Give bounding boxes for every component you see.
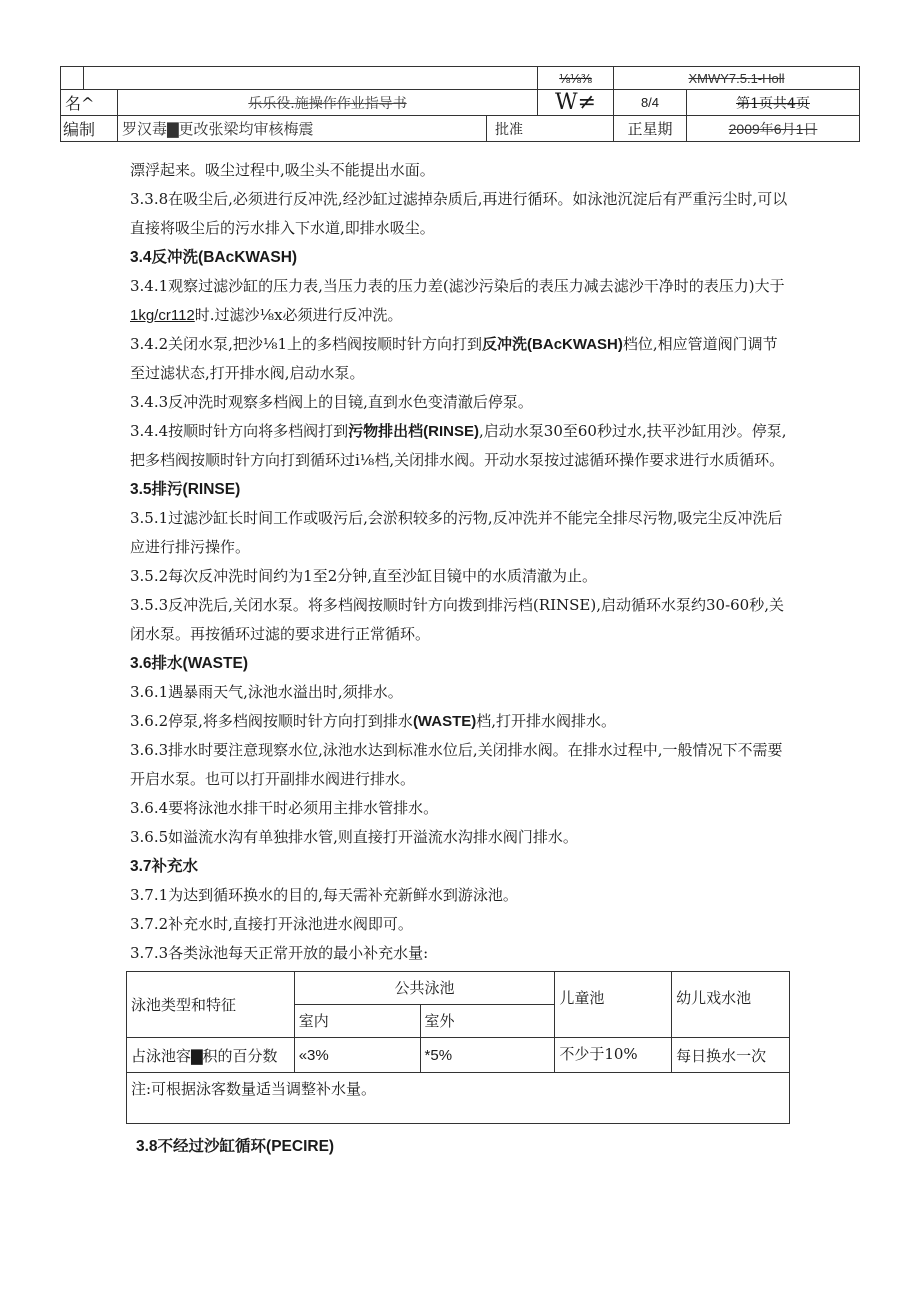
paragraph-3-6-1: 3.6.1遇暴雨天气,泳池水溢出时,须排水。 (130, 683, 403, 701)
water-supplement-table (126, 971, 790, 1124)
paragraph-3-6-5: 3.6.5如溢流水沟有单独排水管,则直接打开溢流水沟排水阀门排水。 (130, 828, 578, 846)
table-header-toddler: 幼儿戏水池 (672, 972, 790, 1038)
header-compile-label: 编制 (60, 115, 118, 142)
paragraph: 漂浮起来。吸尘过程中,吸尘头不能提出水面。 (130, 161, 435, 179)
header-date: 2009年6月1日 (686, 115, 860, 142)
table-header-public: 公共泳池 (294, 972, 555, 1005)
table-row (127, 1038, 790, 1073)
paragraph-3-6-4: 3.6.4要将泳池水排干时必须用主排水管排水。 (130, 799, 439, 817)
header-doc-title: 乐乐役.施操作作业指导书 (117, 89, 538, 116)
header-page-info: 第1页共4页 (686, 89, 860, 116)
document-body (130, 156, 792, 968)
table-cell-child: 不少于10% (555, 1038, 672, 1073)
paragraph-3-4-1: 3.4.1观察过滤沙缸的压力表,当压力表的压力差(滤沙污染后的表压力减去滤沙干净时的表压力)大于1kg/cr112时.过滤沙⅛x必须进行反冲洗。 (130, 277, 785, 324)
paragraph-3-7-2: 3.7.2补充水时,直接打开泳池进水阀即可。 (130, 915, 413, 933)
paragraph-3-7-3: 3.7.3各类泳池每天正常开放的最小补充水量: (130, 944, 429, 962)
table-note: 注:可根据泳客数量适当调整补水量。 (127, 1073, 790, 1124)
paragraph-3-5-2: 3.5.2每次反冲洗时间约为1至2分钟,直至沙缸目镜中的水质清澈为止。 (130, 567, 598, 585)
header-name-label: 名^ (60, 89, 118, 116)
table-header-outdoor: 室外 (420, 1005, 555, 1038)
header-version-num: 8/4 (613, 89, 687, 116)
header-doc-code: XMWY7.5.1-Holl (613, 66, 860, 90)
paragraph-3-5-1: 3.5.1过滤沙缸长时间工作或吸污后,会淤积较多的污物,反冲洗并不能完全排尽污物,吸完尘反冲洗后应进行排污操作。 (130, 509, 783, 556)
table-row (127, 1073, 790, 1124)
header-effective-label: 正星期 (613, 115, 687, 142)
section-heading-3-8: 3.8不经过沙缸循环(PECIRE) (136, 1138, 335, 1155)
paragraph-3-4-2: 3.4.2关闭水泵,把沙⅛1上的多档阀按顺时针方向打到反冲洗(BAcKWASH)档位,相应管道阀门调节至过滤状态,打开排水阀,启动水泵。 (130, 335, 778, 382)
paragraph-3-4-4: 3.4.4按顺时针方向将多档阀打到污物排出档(RINSE),启动水泵30至60秒过水,扶平沙缸用沙。停泵,把多档阀按顺时针方向打到循环过i⅛档,关闭排水阀。开动水泵按过滤循环操作要求进行水质循环。 (130, 422, 787, 469)
header-version-mark: W≠ (537, 89, 614, 116)
header-code-small: ⅛⅛⅜ (537, 66, 614, 90)
header-approve-label: 批准 (486, 115, 614, 142)
header-corner-cell (60, 66, 84, 90)
section-heading-3-6: 3.6排水(WASTE) (130, 655, 248, 672)
table-cell-outdoor: *5% (420, 1038, 555, 1073)
table-header-child: 儿童池 (555, 972, 672, 1038)
header-compile-people: 罗汉毒▇更改张梁均审核梅震 (117, 115, 487, 142)
paragraph-3-6-3: 3.6.3排水时要注意现察水位,泳池水达到标准水位后,关闭排水阀。在排水过程中,一般情况下不需要开启水泵。也可以打开副排水阀进行排水。 (130, 741, 783, 788)
section-heading-3-4: 3.4反冲洗(BAcKWASH) (130, 249, 298, 266)
section-heading-3-7: 3.7补充水 (130, 858, 199, 875)
paragraph-3-6-2: 3.6.2停泵,将多档阀按顺时针方向打到排水(WASTE)档,打开排水阀排水。 (130, 712, 617, 730)
paragraph-3-4-3: 3.4.3反冲洗时观察多档阀上的目镜,直到水色变清澈后停泵。 (130, 393, 533, 411)
table-header-type: 泳池类型和特征 (127, 972, 295, 1038)
header-table (60, 66, 860, 142)
section-heading-3-5: 3.5排污(RINSE) (130, 481, 241, 498)
header-blank-cell (83, 66, 538, 90)
table-cell-indoor: «3% (294, 1038, 420, 1073)
table-header-indoor: 室内 (294, 1005, 420, 1038)
paragraph-3-3-8: 3.3.8在吸尘后,必须进行反冲洗,经沙缸过滤掉杂质后,再进行循环。如泳池沉淀后有严重污尘时,可以直接将吸尘后的污水排入下水道,即排水吸尘。 (130, 190, 788, 237)
paragraph-3-5-3: 3.5.3反冲洗后,关闭水泵。将多档阀按顺时针方向拨到排污档(RINSE),启动循环水泵约30-60秒,关闭水泵。再按循环过滤的要求进行正常循环。 (130, 596, 784, 643)
table-cell-toddler: 每日换水一次 (672, 1038, 790, 1073)
table-row-label: 占泳池容▇积的百分数 (127, 1038, 295, 1073)
paragraph-3-7-1: 3.7.1为达到循环换水的目的,每天需补充新鲜水到游泳池。 (130, 886, 518, 904)
table-row (127, 972, 790, 1005)
